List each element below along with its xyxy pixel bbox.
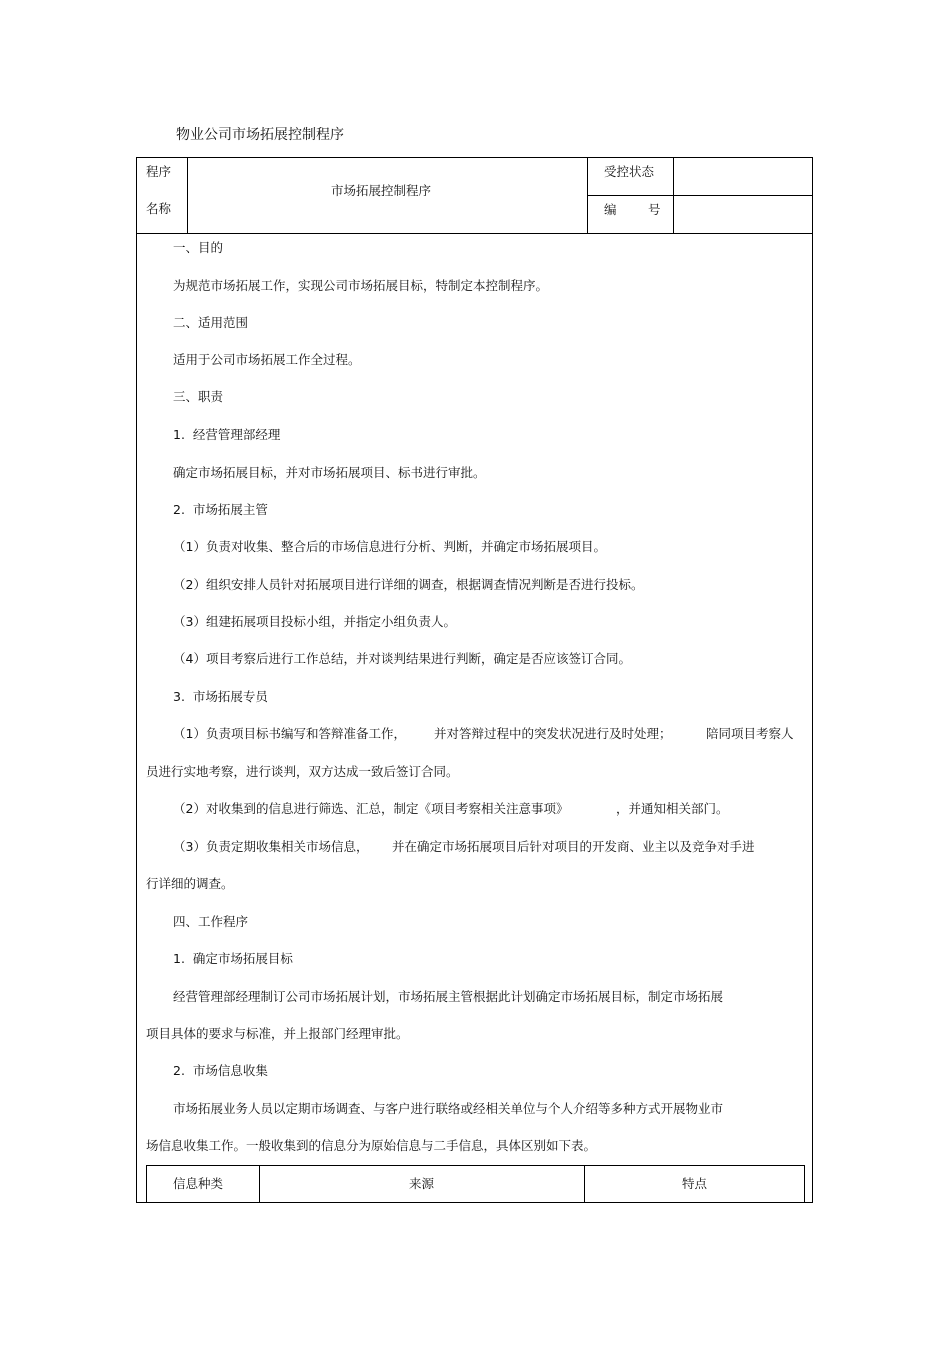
section-heading: 二、适用范围	[173, 315, 249, 330]
number-label: 号	[648, 202, 661, 217]
program-label: 名称	[146, 201, 172, 216]
list-item: 陪同项目考察人	[706, 726, 794, 741]
subsection-heading: 1. 确定市场拓展目标	[173, 951, 293, 966]
list-item: （2）组织安排人员针对拓展项目进行详细的调查，根据调查情况判断是否进行投标。	[173, 577, 644, 592]
number-label: 编	[604, 202, 617, 217]
subsection-heading: 2. 市场拓展主管	[173, 502, 268, 517]
main-form-frame	[136, 157, 813, 1203]
list-item: （4）项目考察后进行工作总结，并对谈判结果进行判断，确定是否应该签订合同。	[173, 651, 631, 666]
control-status-label: 受控状态	[604, 164, 655, 179]
table-column-divider	[259, 1165, 260, 1203]
list-item: （1）负责对收集、整合后的市场信息进行分析、判断，并确定市场拓展项目。	[173, 539, 606, 554]
paragraph: 市场拓展业务人员以定期市场调查、与客户进行联络或经相关单位与个人介绍等多种方式开展物业市	[173, 1101, 724, 1116]
subsection-heading: 3. 市场拓展专员	[173, 689, 268, 704]
section-heading: 三、职责	[173, 389, 224, 404]
paragraph: 经营管理部经理制订公司市场拓展计划，市场拓展主管根据此计划确定市场拓展目标，制定市场拓展	[173, 989, 724, 1004]
paragraph: 行详细的调查。	[146, 876, 234, 891]
document-title: 物业公司市场拓展控制程序	[176, 127, 344, 143]
table-column-divider	[584, 1165, 585, 1203]
list-item: （3）组建拓展项目投标小组，并指定小组负责人。	[173, 614, 456, 629]
program-label: 程序	[146, 164, 172, 179]
list-item: （1）负责项目标书编写和答辩准备工作，	[173, 726, 406, 741]
program-name: 市场拓展控制程序	[331, 183, 432, 198]
table-header-cell: 来源	[409, 1176, 435, 1191]
subsection-heading: 2. 市场信息收集	[173, 1063, 268, 1078]
paragraph: 场信息收集工作。一般收集到的信息分为原始信息与二手信息，具体区别如下表。	[146, 1138, 597, 1153]
list-item: 并在确定市场拓展项目后针对项目的开发商、业主以及竞争对手进	[392, 839, 755, 854]
paragraph: 为规范市场拓展工作，实现公司市场拓展目标，特制定本控制程序。	[173, 278, 549, 293]
paragraph: 项目具体的要求与标准，并上报部门经理审批。	[146, 1026, 409, 1041]
section-heading: 一、目的	[173, 240, 224, 255]
paragraph: 确定市场拓展目标，并对市场拓展项目、标书进行审批。	[173, 465, 486, 480]
table-header-cell: 信息种类	[173, 1176, 224, 1191]
header-divider	[587, 195, 813, 196]
list-item: ，并通知相关部门。	[616, 801, 729, 816]
section-heading: 四、工作程序	[173, 914, 249, 929]
list-item: （3）负责定期收集相关市场信息，	[173, 839, 369, 854]
list-item: 并对答辩过程中的突发状况进行及时处理；	[434, 726, 672, 741]
table-header-cell: 特点	[682, 1176, 708, 1191]
header-bottom-rule	[136, 233, 813, 234]
list-item: （2）对收集到的信息进行筛选、汇总，制定《项目考察相关注意事项》	[173, 801, 569, 816]
paragraph: 员进行实地考察，进行谈判，双方达成一致后签订合同。	[146, 764, 459, 779]
header-divider	[187, 157, 188, 233]
paragraph: 适用于公司市场拓展工作全过程。	[173, 352, 361, 367]
subsection-heading: 1. 经营管理部经理	[173, 427, 281, 442]
